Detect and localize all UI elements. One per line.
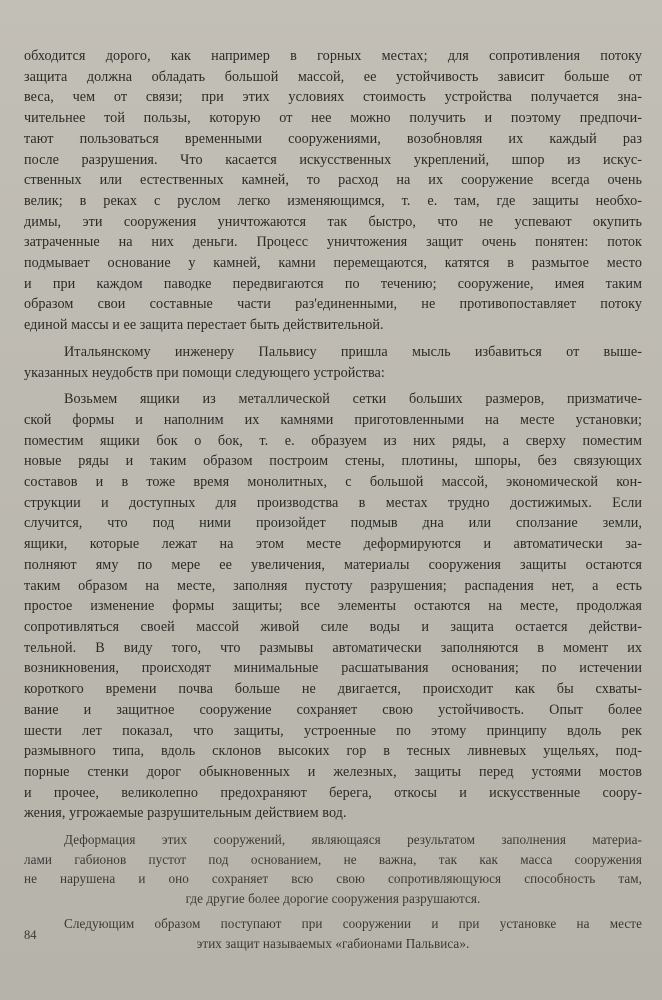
text-line: не нарушена и оно сохраняет всю свою сопротивляющуюся способность там, bbox=[24, 871, 642, 887]
text-line: размывного типа, вдоль склонов высоких гор в тесных ливневых ущельях, под- bbox=[24, 743, 642, 760]
text-line: ской формы и наполним их камнями приготовленными на месте установки; bbox=[24, 411, 642, 428]
text-line: порные стенки дорог обыкновенных и железных, защиты перед устоями мостов bbox=[24, 763, 642, 780]
page-number: 84 bbox=[24, 928, 37, 942]
paragraph-p2 bbox=[24, 342, 642, 383]
paragraph-p1 bbox=[24, 46, 642, 336]
text-line: случится, что под ними произойдет подмыв дна или сползание земли, bbox=[24, 515, 642, 532]
text-line: Возьмем ящики из металлической сетки больших размеров, призматиче- bbox=[64, 391, 642, 408]
text-line: обходится дорого, как например в горных местах; для сопротивления потоку bbox=[24, 48, 642, 64]
text-line: простое изменение формы защиты; все элементы остаются на месте, продолжая bbox=[24, 598, 642, 615]
text-line: единой массы и ее защита перестает быть действительной. bbox=[24, 317, 384, 334]
text-line: затраченные на них деньги. Процесс уничтожения защит очень понятен: поток bbox=[24, 234, 642, 251]
text-line: ственных или естественных камней, то расход на их сооружение всегда очень bbox=[24, 172, 642, 189]
text-line: Деформация этих сооружений, являющаяся результатом заполнения материа- bbox=[64, 832, 642, 848]
text-line: Следующим образом поступают при сооружении и при установке на месте bbox=[64, 916, 642, 932]
text-line: этих защит называемых «габионами Пальвиса». bbox=[196, 935, 470, 951]
text-line: димы, эти сооружения уничтожаются так быстро, что не успевают окупить bbox=[24, 213, 642, 230]
text-line: чительнее той пользы, которую от нее можно получить и поэтому предпочи- bbox=[24, 110, 642, 127]
text-line: велик; в реках с руслом легко изменяющимся, т. е. там, где защиты необхо- bbox=[24, 192, 642, 209]
text-line: новые ряды и таким образом построим стены, плотины, шпоры, без связующих bbox=[24, 453, 642, 470]
text-line: указанных неудобств при помощи следующего устройства: bbox=[24, 364, 385, 381]
text-line: и прочее, великолепно предохраняют берега, откосы и искусственные соору- bbox=[24, 784, 642, 801]
text-line: защита должна обладать большой массой, ее устойчивость зависит больше от bbox=[24, 68, 642, 85]
paragraph-p3 bbox=[24, 389, 642, 824]
text-line: лами габионов пустот под основанием, не важна, так как масса сооружения bbox=[24, 851, 642, 867]
text-line: полняют яму по мере ее увеличения, материалы сооружения защиты остаются bbox=[24, 556, 642, 573]
text-line: Итальянскому инженеру Пальвису пришла мысль избавиться от выше- bbox=[64, 343, 642, 360]
page-body bbox=[24, 46, 642, 953]
text-line: подмывает основание у камней, камни перемещаются, катятся в размытое место bbox=[24, 255, 642, 272]
text-line: образом свои составные части раз'единенными, не противопоставляет потоку bbox=[24, 296, 642, 313]
text-line: возникновения, происходят минимальные расшатывания основания; по истечении bbox=[24, 660, 642, 677]
text-line: шести лет показал, что защиты, устроенные по этому принципу вдоль рек bbox=[24, 722, 642, 739]
text-line: после разрушения. Что касается искусственных укреплений, шпор из искус- bbox=[24, 151, 642, 168]
text-line: короткого времени почва больше не двигается, происходит как бы схваты- bbox=[24, 681, 642, 698]
paragraph-p5 bbox=[24, 914, 642, 953]
text-line: таким образом на месте, заполняя пустоту разрушения; распадения нет, а есть bbox=[24, 577, 642, 594]
text-line: вание и защитное сооружение сохраняет свою устойчивость. Опыт более bbox=[24, 701, 642, 718]
text-line: поместим ящики бок о бок, т. е. образуем из них ряды, а сверху поместим bbox=[24, 432, 642, 449]
text-line: тают пользоваться временными сооружениями, возобновляя их каждый раз bbox=[24, 130, 642, 147]
text-line: тельной. В виду того, что размывы автоматически заполняются в момент их bbox=[24, 639, 642, 656]
text-line: сопротивляться своей массой живой силе воды и защита остается действи- bbox=[24, 618, 642, 635]
text-line: струкции и доступных для производства в местах трудно достижимых. Если bbox=[24, 494, 642, 511]
text-line: ящики, которые лежат на этом месте деформируются и автоматически за- bbox=[24, 536, 642, 553]
paragraph-p4 bbox=[24, 830, 642, 908]
text-line: и при каждом паводке передвигаются по течению; сооружение, имея таким bbox=[24, 275, 642, 292]
text-line: веса, чем от связи; при этих условиях стоимость устройства получается зна- bbox=[24, 89, 642, 106]
text-line: жения, угрожаемые разрушительным действием вод. bbox=[24, 805, 347, 822]
text-line: где другие более дорогие сооружения разрушаются. bbox=[185, 890, 481, 906]
text-line: составов и в тоже время монолитных, с большой массой, экономической кон- bbox=[24, 474, 642, 491]
